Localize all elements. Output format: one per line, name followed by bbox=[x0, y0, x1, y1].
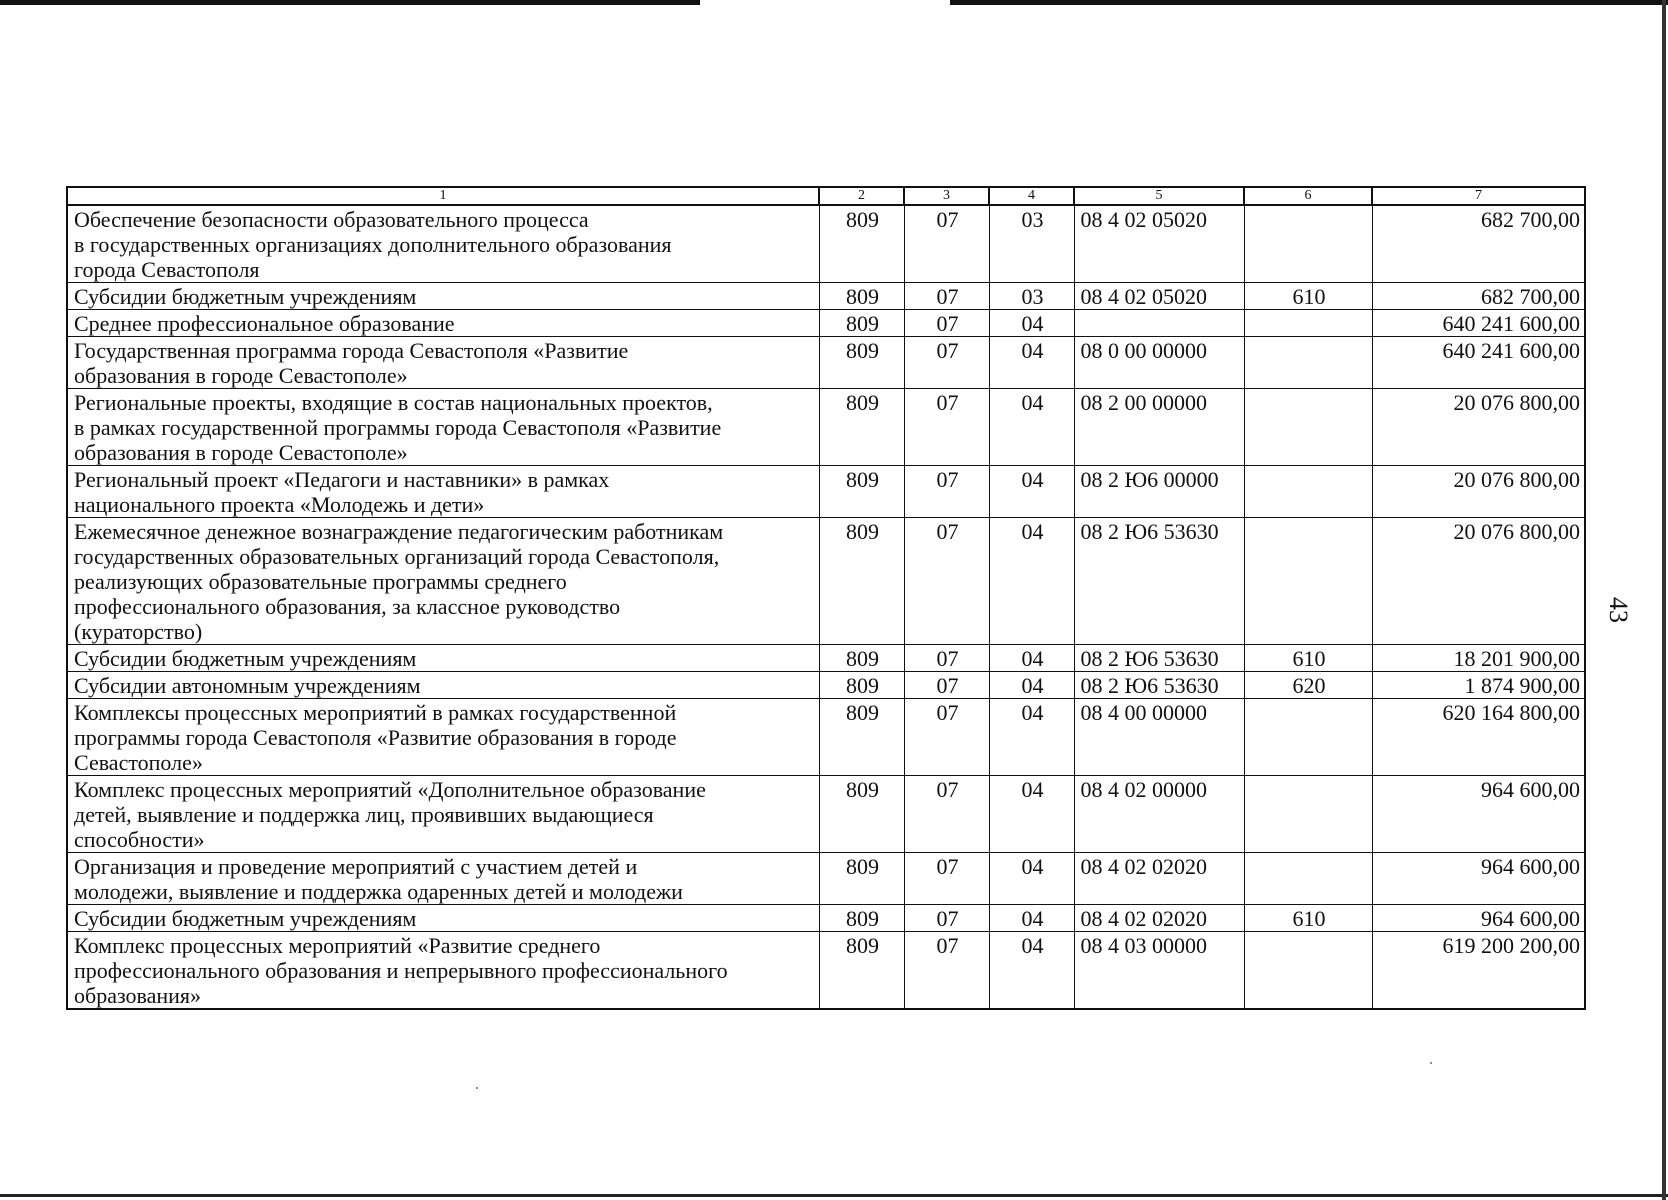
table-row bbox=[67, 672, 1585, 699]
section-code: 07 bbox=[904, 310, 989, 337]
table-row bbox=[67, 283, 1585, 310]
target-article-code: 08 2 Ю6 53630 bbox=[1074, 672, 1244, 699]
amount-cell: 18 201 900,00 bbox=[1372, 645, 1585, 672]
target-article-code: 08 2 Ю6 00000 bbox=[1074, 466, 1244, 518]
target-article-code: 08 2 Ю6 53630 bbox=[1074, 645, 1244, 672]
amount-cell: 1 874 900,00 bbox=[1372, 672, 1585, 699]
expense-type-code bbox=[1244, 853, 1372, 905]
target-article-code: 08 0 00 00000 bbox=[1074, 337, 1244, 389]
amount-cell: 682 700,00 bbox=[1372, 205, 1585, 283]
amount-cell: 20 076 800,00 bbox=[1372, 466, 1585, 518]
admin-code: 809 bbox=[819, 466, 904, 518]
scan-edge-bottom bbox=[0, 1194, 1668, 1197]
column-number-3: 3 bbox=[904, 187, 989, 205]
scan-edge-gap bbox=[700, 0, 950, 5]
row-name: Субсидии бюджетным учреждениям bbox=[67, 645, 819, 672]
target-article-code: 08 4 03 00000 bbox=[1074, 932, 1244, 1010]
column-number-4: 4 bbox=[989, 187, 1074, 205]
row-name: Региональные проекты, входящие в состав национальных проектов, в рамках государственной программы города Севастополя «Развитие образования в городе Севастополе» bbox=[67, 389, 819, 466]
column-number-7: 7 bbox=[1372, 187, 1585, 205]
amount-cell: 20 076 800,00 bbox=[1372, 389, 1585, 466]
admin-code: 809 bbox=[819, 518, 904, 645]
table-row bbox=[67, 776, 1585, 853]
amount-cell: 964 600,00 bbox=[1372, 853, 1585, 905]
expense-type-code bbox=[1244, 776, 1372, 853]
subsection-code: 03 bbox=[989, 205, 1074, 283]
expense-type-code bbox=[1244, 466, 1372, 518]
section-code: 07 bbox=[904, 466, 989, 518]
admin-code: 809 bbox=[819, 776, 904, 853]
table-row bbox=[67, 518, 1585, 645]
expense-type-code bbox=[1244, 389, 1372, 466]
subsection-code: 04 bbox=[989, 337, 1074, 389]
table-row bbox=[67, 932, 1585, 1010]
amount-cell: 640 241 600,00 bbox=[1372, 337, 1585, 389]
section-code: 07 bbox=[904, 389, 989, 466]
section-code: 07 bbox=[904, 699, 989, 776]
expense-type-code: 610 bbox=[1244, 645, 1372, 672]
scan-edge-right bbox=[1662, 0, 1666, 1200]
target-article-code: 08 4 02 00000 bbox=[1074, 776, 1244, 853]
row-name: Комплексы процессных мероприятий в рамках государственной программы города Севастополя «Развитие образования в городе Севастополе» bbox=[67, 699, 819, 776]
row-name: Государственная программа города Севастополя «Развитие образования в городе Севастополе» bbox=[67, 337, 819, 389]
table-row bbox=[67, 699, 1585, 776]
subsection-code: 04 bbox=[989, 466, 1074, 518]
subsection-code: 04 bbox=[989, 853, 1074, 905]
subsection-code: 04 bbox=[989, 932, 1074, 1010]
row-name: Комплекс процессных мероприятий «Дополнительное образование детей, выявление и поддержка лиц, проявивших выдающиеся способности» bbox=[67, 776, 819, 853]
expense-type-code bbox=[1244, 518, 1372, 645]
table-body bbox=[67, 205, 1585, 1009]
column-number-1: 1 bbox=[67, 187, 819, 205]
admin-code: 809 bbox=[819, 205, 904, 283]
target-article-code: 08 2 Ю6 53630 bbox=[1074, 518, 1244, 645]
subsection-code: 04 bbox=[989, 699, 1074, 776]
row-name: Субсидии бюджетным учреждениям bbox=[67, 283, 819, 310]
section-code: 07 bbox=[904, 776, 989, 853]
admin-code: 809 bbox=[819, 672, 904, 699]
target-article-code bbox=[1074, 310, 1244, 337]
admin-code: 809 bbox=[819, 905, 904, 932]
amount-cell: 964 600,00 bbox=[1372, 776, 1585, 853]
subsection-code: 04 bbox=[989, 905, 1074, 932]
table-row bbox=[67, 310, 1585, 337]
section-code: 07 bbox=[904, 932, 989, 1010]
admin-code: 809 bbox=[819, 645, 904, 672]
section-code: 07 bbox=[904, 905, 989, 932]
admin-code: 809 bbox=[819, 853, 904, 905]
amount-cell: 620 164 800,00 bbox=[1372, 699, 1585, 776]
row-name: Среднее профессиональное образование bbox=[67, 310, 819, 337]
subsection-code: 04 bbox=[989, 518, 1074, 645]
section-code: 07 bbox=[904, 518, 989, 645]
subsection-code: 04 bbox=[989, 389, 1074, 466]
table-row bbox=[67, 853, 1585, 905]
amount-cell: 964 600,00 bbox=[1372, 905, 1585, 932]
amount-cell: 640 241 600,00 bbox=[1372, 310, 1585, 337]
expense-type-code bbox=[1244, 205, 1372, 283]
expense-type-code: 620 bbox=[1244, 672, 1372, 699]
admin-code: 809 bbox=[819, 389, 904, 466]
section-code: 07 bbox=[904, 672, 989, 699]
column-number-2: 2 bbox=[819, 187, 904, 205]
expense-type-code bbox=[1244, 310, 1372, 337]
column-number-row bbox=[67, 187, 1585, 205]
target-article-code: 08 4 00 00000 bbox=[1074, 699, 1244, 776]
row-name: Организация и проведение мероприятий с участием детей и молодежи, выявление и поддержка одаренных детей и молодежи bbox=[67, 853, 819, 905]
row-name: Комплекс процессных мероприятий «Развитие среднего профессионального образования и непрерывного профессионального образования» bbox=[67, 932, 819, 1010]
section-code: 07 bbox=[904, 645, 989, 672]
expense-type-code: 610 bbox=[1244, 283, 1372, 310]
section-code: 07 bbox=[904, 205, 989, 283]
section-code: 07 bbox=[904, 853, 989, 905]
scan-speck bbox=[476, 1087, 478, 1089]
admin-code: 809 bbox=[819, 337, 904, 389]
amount-cell: 20 076 800,00 bbox=[1372, 518, 1585, 645]
row-name: Субсидии автономным учреждениям bbox=[67, 672, 819, 699]
column-number-5: 5 bbox=[1074, 187, 1244, 205]
amount-cell: 682 700,00 bbox=[1372, 283, 1585, 310]
subsection-code: 04 bbox=[989, 776, 1074, 853]
row-name: Ежемесячное денежное вознаграждение педагогическим работникам государственных образовательных организаций города Севастополя, реализующих образовательные программы среднего профессионального образования, за классное руководство (кураторство) bbox=[67, 518, 819, 645]
subsection-code: 04 bbox=[989, 672, 1074, 699]
table-row bbox=[67, 337, 1585, 389]
target-article-code: 08 4 02 05020 bbox=[1074, 205, 1244, 283]
admin-code: 809 bbox=[819, 699, 904, 776]
table-row bbox=[67, 905, 1585, 932]
subsection-code: 04 bbox=[989, 310, 1074, 337]
table-row bbox=[67, 645, 1585, 672]
subsection-code: 04 bbox=[989, 645, 1074, 672]
table-row bbox=[67, 389, 1585, 466]
expense-type-code bbox=[1244, 337, 1372, 389]
target-article-code: 08 4 02 05020 bbox=[1074, 283, 1244, 310]
target-article-code: 08 2 00 00000 bbox=[1074, 389, 1244, 466]
table-row bbox=[67, 466, 1585, 518]
section-code: 07 bbox=[904, 337, 989, 389]
column-number-6: 6 bbox=[1244, 187, 1372, 205]
expense-type-code bbox=[1244, 932, 1372, 1010]
admin-code: 809 bbox=[819, 310, 904, 337]
scan-speck bbox=[1430, 1062, 1432, 1064]
row-name: Региональный проект «Педагоги и наставники» в рамках национального проекта «Молодежь и дети» bbox=[67, 466, 819, 518]
target-article-code: 08 4 02 02020 bbox=[1074, 853, 1244, 905]
admin-code: 809 bbox=[819, 283, 904, 310]
table-row bbox=[67, 205, 1585, 283]
admin-code: 809 bbox=[819, 932, 904, 1010]
expense-type-code: 610 bbox=[1244, 905, 1372, 932]
amount-cell: 619 200 200,00 bbox=[1372, 932, 1585, 1010]
target-article-code: 08 4 02 02020 bbox=[1074, 905, 1244, 932]
budget-table bbox=[66, 186, 1586, 1010]
section-code: 07 bbox=[904, 283, 989, 310]
row-name: Субсидии бюджетным учреждениям bbox=[67, 905, 819, 932]
subsection-code: 03 bbox=[989, 283, 1074, 310]
expense-type-code bbox=[1244, 699, 1372, 776]
row-name: Обеспечение безопасности образовательного процесса в государственных организациях дополнительного образования города Севастополя bbox=[67, 205, 819, 283]
page-number: 43 bbox=[1604, 597, 1633, 623]
